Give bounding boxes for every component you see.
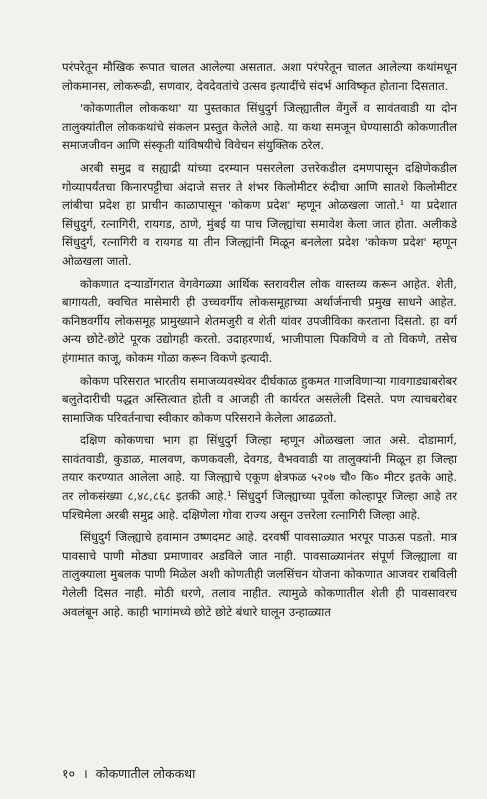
paragraph-2: 'कोकणातील लोककथा' या पुस्तकात सिंधुदुर्ग जिल्ह्यातील वेंगुर्ले व सावंतवाडी या दोन तालुक्यांतील लोककथांचे संकलन प्रस्तुत केलेले आहे. या कथा समजून घेण्यासाठी कोकणातील समाजजीवन आणि संस्कृती यांविषयीचे विवेचन संयुक्तिक ठरेल.: [62, 101, 457, 153]
paragraph-7: सिंधुदुर्ग जिल्ह्याचे हवामान उष्णदमट आहे. दरवर्षी पावसाळ्यात भरपूर पाऊस पडतो. मात्र पावसाचे पाणी मोठ्या प्रमाणावर अडविले जात नाही. पावसाळ्यानंतर संपूर्ण जिल्ह्याला वा तालुक्याला मुबलक पाणी मिळेल अशी कोणतीही जलसिंचन योजना कोकणात आजवर राबविली गेलेली दिसत नाही. मोठी धरणे, तलाव नाहीत. त्यामुळे कोकणातील शेती ही पावसावरच अवलंबून आहे. काही भागांमध्ये छोटे छोटे बंधारे घालून उन्हाळ्यात: [62, 530, 457, 619]
running-title: कोकणातील लोककथा: [95, 766, 196, 781]
paragraph-3: अरबी समुद्र व सह्याद्री यांच्या दरम्यान पसरलेला उत्तरेकडील दमणपासून दक्षिणेकडील गोव्यापर्यंतचा किनारपट्टीचा अंदाजे सत्तर ते शंभर किलोमीटर रुंदीचा आणि सातशे किलोमीटर लांबीचा प्रदेश हा प्राचीन काळापासून 'कोकण प्रदेश' म्हणून ओळखला जातो.¹ या प्रदेशात सिंधुदुर्ग, रत्नागिरी, रायगड, ठाणे, मुंबई या पाच जिल्ह्यांचा समावेश केला जात होता. अलीकडे सिंधुदुर्ग, रत्नागिरी व रायगड या तीन जिल्ह्यांनी मिळून बनलेला प्रदेश 'कोकण प्रदेश' म्हणून ओळखला जातो.: [62, 160, 457, 268]
paragraph-6: दक्षिण कोकणचा भाग हा सिंधुदुर्ग जिल्हा म्हणून ओळखला जात असे. दोडामार्ग, सावंतवाडी, कुडाळ, मालवण, कणकवली, देवगड, वैभववाडी या तालुक्यांनी मिळून हा जिल्हा तयार करण्यात आलेला आहे. या जिल्ह्याचे एकूण क्षेत्रफळ ५२०७ चौ० कि० मीटर इतके आहे. तर लोकसंख्या ८,४८,८६८ इतकी आहे.¹ सिंधुदुर्ग जिल्ह्याच्या पूर्वेला कोल्हापूर जिल्हा आहे तर पश्चिमेला अरबी समुद्र आहे. दक्षिणेला गोवा राज्य असून उत्तरेला रत्नागिरी जिल्हा आहे.: [62, 433, 457, 522]
footer-separator: ।: [83, 766, 88, 781]
page-number: १०: [62, 766, 76, 781]
page-footer: [62, 766, 195, 782]
paragraph-1: परंपरेतून मौखिक रूपात चालत आलेल्या असतात. अशा परंपरेतून चालत आलेल्या कथांमधून लोकमानस, लोकरूढी, सणवार, देवदेवतांचे उत्सव इत्यादींचे संदर्भ आविष्कृत होताना दिसतात.: [62, 60, 457, 93]
paragraph-5: कोकण परिसरात भारतीय समाजव्यवस्थेवर दीर्घकाळ हुकमत गाजविणाऱ्या गावगाड्याबरोबर बलुतेदारीची पद्धत अस्तित्वात होती व आजही ती कार्यरत असलेली दिसते. पण त्याचबरोबर सामाजिक परिवर्तनाचा स्वीकार कोकण परिसराने केलेला आढळतो.: [62, 373, 457, 425]
paragraph-4: कोकणात दऱ्याडोंगरात वेगवेगळ्या आर्थिक स्तरावरील लोक वास्तव्य करून आहेत. शेती, बागायती, क्वचित मासेमारी ही उच्चवर्गीय लोकसमूहाच्या अर्थार्जनाची प्रमुख साधने आहेत. कनिष्ठवर्गीय लोकसमूह प्रामुख्याने शेतमजुरी व शेती यांवर उपजीविका करताना दिसतो. हा वर्ग अन्य छोटे-छोटे पूरक उद्योगही करतो. उदाहरणार्थ, भाजीपाला पिकविणे व तो विकणे, तसेच हंगामात काजू, कोकम गोळा करून विकणे इत्यादी.: [62, 276, 457, 365]
